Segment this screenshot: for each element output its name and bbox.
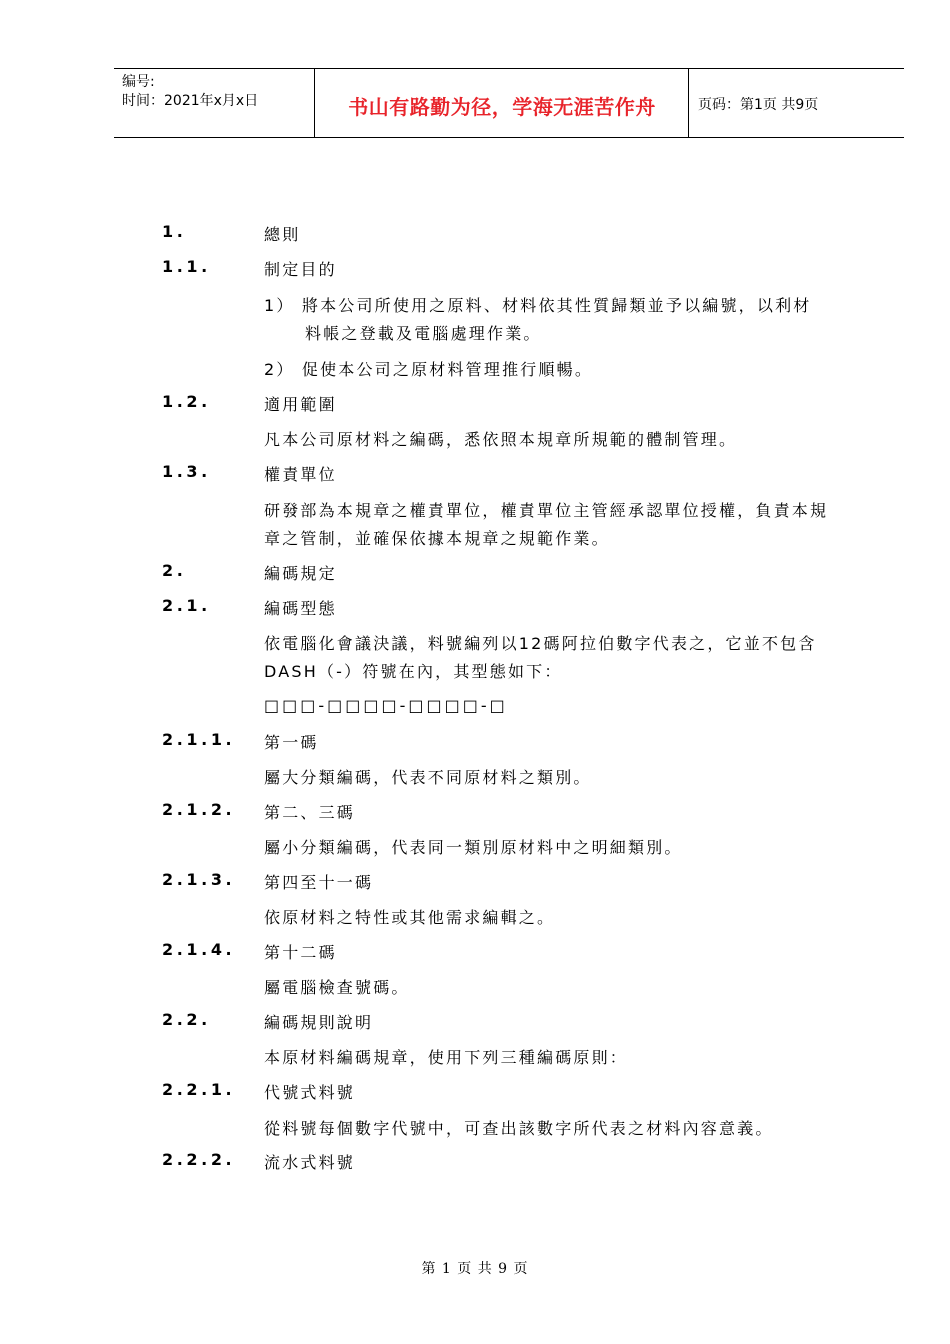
section-number: 2.2.1. — [162, 1080, 236, 1099]
list-item-continuation: 料帳之登載及電腦處理作業。 — [305, 324, 542, 343]
section-number: 2.1.2. — [162, 800, 236, 819]
section-text: DASH（-）符號在內，其型態如下： — [264, 662, 563, 681]
header-page-number: 页码：第1页 共9页 — [698, 97, 819, 113]
serial-label: 编号: — [122, 74, 155, 90]
section-title: 第二、三碼 — [264, 803, 356, 822]
page-header — [114, 68, 904, 138]
section-number: 1.2. — [162, 392, 211, 411]
section-text: 本原材料編碼規章，使用下列三種編碼原則： — [264, 1048, 629, 1067]
section-title: 編碼型態 — [264, 599, 337, 618]
list-item: 1） 將本公司所使用之原料、材料依其性質歸類並予以編號，以利材 — [264, 296, 812, 315]
section-title: 編碼規定 — [264, 564, 337, 583]
header-motto: 书山有路勤为径，学海无涯苦作舟 — [348, 95, 656, 119]
section-title: 第四至十一碼 — [264, 873, 374, 892]
section-title: 第一碼 — [264, 733, 319, 752]
section-number: 2.1.1. — [162, 730, 236, 749]
section-number: 2.1.3. — [162, 870, 236, 889]
section-number: 2.1.4. — [162, 940, 236, 959]
page-footer: 第 1 页 共 9 页 — [421, 1261, 529, 1277]
section-title: 編碼規則說明 — [264, 1013, 374, 1032]
section-text: 章之管制，並確保依據本規章之規範作業。 — [264, 529, 610, 548]
section-text: 依電腦化會議決議，料號編列以12碼阿拉伯數字代表之，它並不包含 — [264, 634, 817, 653]
section-text: 依原材料之特性或其他需求編輯之。 — [264, 908, 556, 927]
section-title: 流水式料號 — [264, 1153, 356, 1172]
section-title: 權責單位 — [264, 465, 337, 484]
section-number: 2. — [162, 561, 187, 580]
section-number: 1.1. — [162, 257, 211, 276]
section-title: 適用範圍 — [264, 395, 337, 414]
section-text: 凡本公司原材料之編碼，悉依照本規章所規範的體制管理。 — [264, 430, 738, 449]
section-title: 第十二碼 — [264, 943, 337, 962]
section-title: 代號式料號 — [264, 1083, 356, 1102]
list-item: 2） 促使本公司之原材料管理推行順暢。 — [264, 360, 594, 379]
section-title: 總則 — [264, 225, 301, 244]
section-text: 屬小分類編碼，代表同一類別原材料中之明細類別。 — [264, 838, 683, 857]
section-text: 屬電腦檢查號碼。 — [264, 978, 410, 997]
section-text: 從料號每個數字代號中，可查出該數字所代表之材料內容意義。 — [264, 1119, 774, 1138]
section-text: 研發部為本規章之權責單位，權責單位主管經承認單位授權，負責本規 — [264, 501, 829, 520]
code-pattern: □□□-□□□□-□□□□-□ — [264, 696, 508, 715]
section-number: 1. — [162, 222, 187, 241]
section-text: 屬大分類編碼，代表不同原材料之類別。 — [264, 768, 592, 787]
section-number: 1.3. — [162, 462, 211, 481]
section-title: 制定目的 — [264, 260, 337, 279]
section-number: 2.2. — [162, 1010, 211, 1029]
section-number: 2.1. — [162, 596, 211, 615]
header-divider — [688, 69, 689, 137]
section-number: 2.2.2. — [162, 1150, 236, 1169]
header-info — [122, 73, 258, 111]
header-divider — [314, 69, 315, 137]
time-label: 时间：2021年x月x日 — [122, 93, 259, 109]
